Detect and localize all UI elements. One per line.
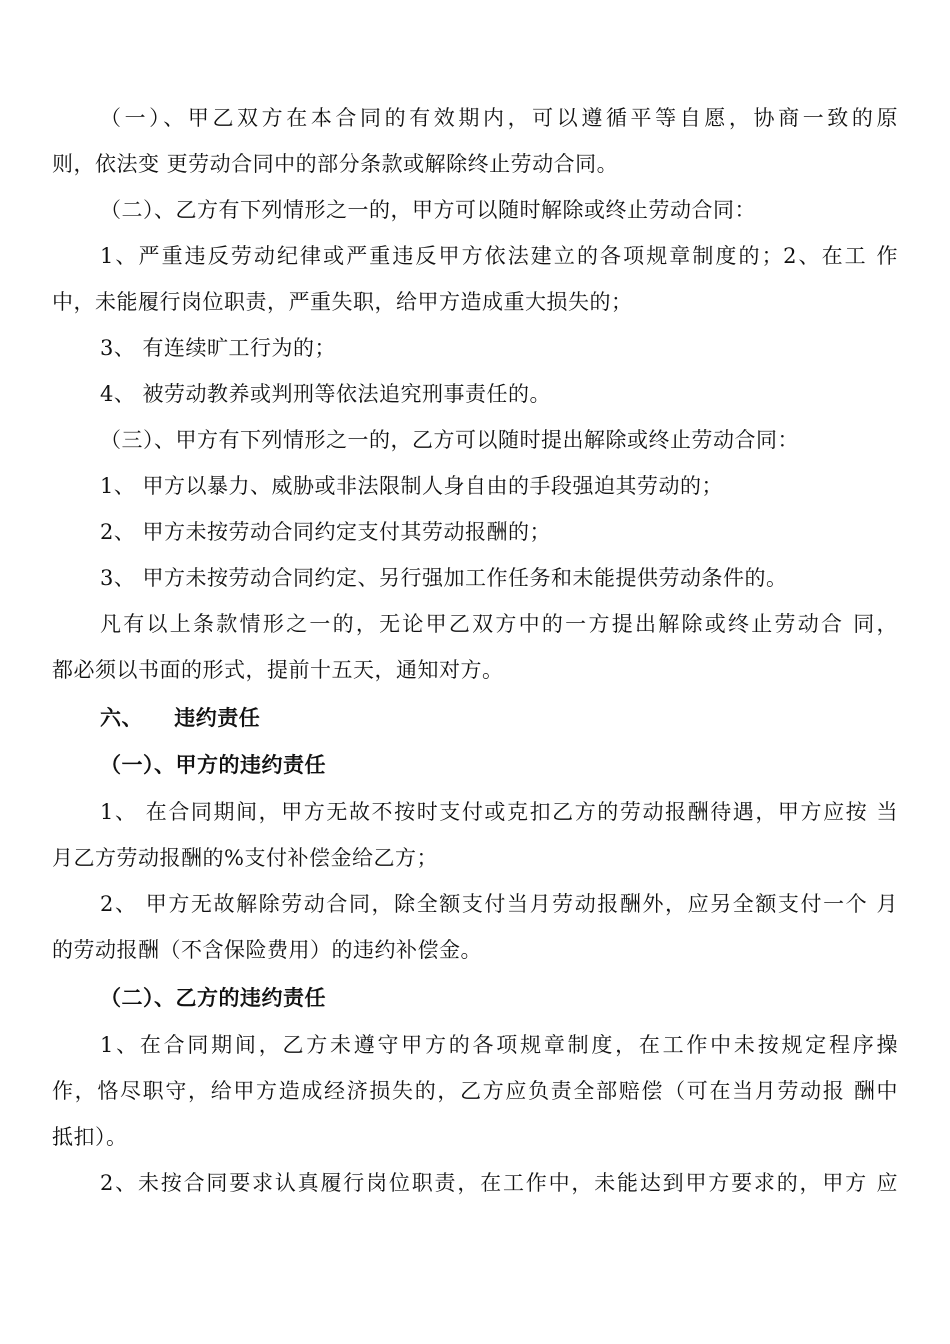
subsection-heading: （一）、甲方的违约责任 [100,752,326,777]
subsection-heading: （二）、乙方的违约责任 [100,985,326,1010]
paragraph-line: （三）、甲方有下列情形之一的，乙方可以随时提出解除或终止劳动合同： [100,428,799,452]
paragraph-line: 作，恪尽职守，给甲方造成经济损失的，乙方应负责全部赔偿（可在当月劳动报 酬中 [52,1079,898,1103]
paragraph-line: 都必须以书面的形式，提前十五天，通知对方。 [52,658,504,682]
paragraph-line: （二）、乙方有下列情形之一的，甲方可以随时解除或终止劳动合同： [100,198,756,222]
paragraph-line: 凡有以上条款情形之一的，无论甲乙双方中的一方提出解除或终止劳动合 同， [100,612,898,636]
paragraph-line: 2、未按合同要求认真履行岗位职责，在工作中，未能达到甲方要求的，甲方 应 [100,1171,898,1195]
paragraph-line: 2、 甲方未按劳动合同约定支付其劳动报酬的； [100,520,552,544]
paragraph-line: 2、 甲方无故解除劳动合同，除全额支付当月劳动报酬外，应另全额支付一个 月 [100,892,898,916]
paragraph-line: （一）、甲乙双方在本合同的有效期内，可以遵循平等自愿，协商一致的原 [100,106,898,130]
paragraph-line: 则，依法变 更劳动合同中的部分条款或解除终止劳动合同。 [52,152,619,176]
paragraph-line: 3、 甲方未按劳动合同约定、另行强加工作任务和未能提供劳动条件的。 [100,566,788,590]
paragraph-line: 抵扣）。 [52,1125,128,1149]
paragraph-line: 的劳动报酬（不含保险费用）的违约补偿金。 [52,938,482,962]
paragraph-line: 3、 有连续旷工行为的； [100,336,337,360]
paragraph-line: 1、 在合同期间，甲方无故不按时支付或克扣乙方的劳动报酬待遇，甲方应按 当 [100,800,898,824]
paragraph-line: 月乙方劳动报酬的%支付补偿金给乙方； [52,846,438,870]
section-heading: 六、 违约责任 [100,705,261,730]
paragraph-line: 1、严重违反劳动纪律或严重违反甲方依法建立的各项规章制度的；2、在工 作 [100,244,898,268]
paragraph-line: 中，未能履行岗位职责，严重失职，给甲方造成重大损失的； [52,290,633,314]
paragraph-line: 4、 被劳动教养或判刑等依法追究刑事责任的。 [100,382,552,406]
paragraph-line: 1、在合同期间，乙方未遵守甲方的各项规章制度，在工作中未按规定程序操 [100,1033,898,1057]
paragraph-line: 1、 甲方以暴力、威胁或非法限制人身自由的手段强迫其劳动的； [100,474,724,498]
